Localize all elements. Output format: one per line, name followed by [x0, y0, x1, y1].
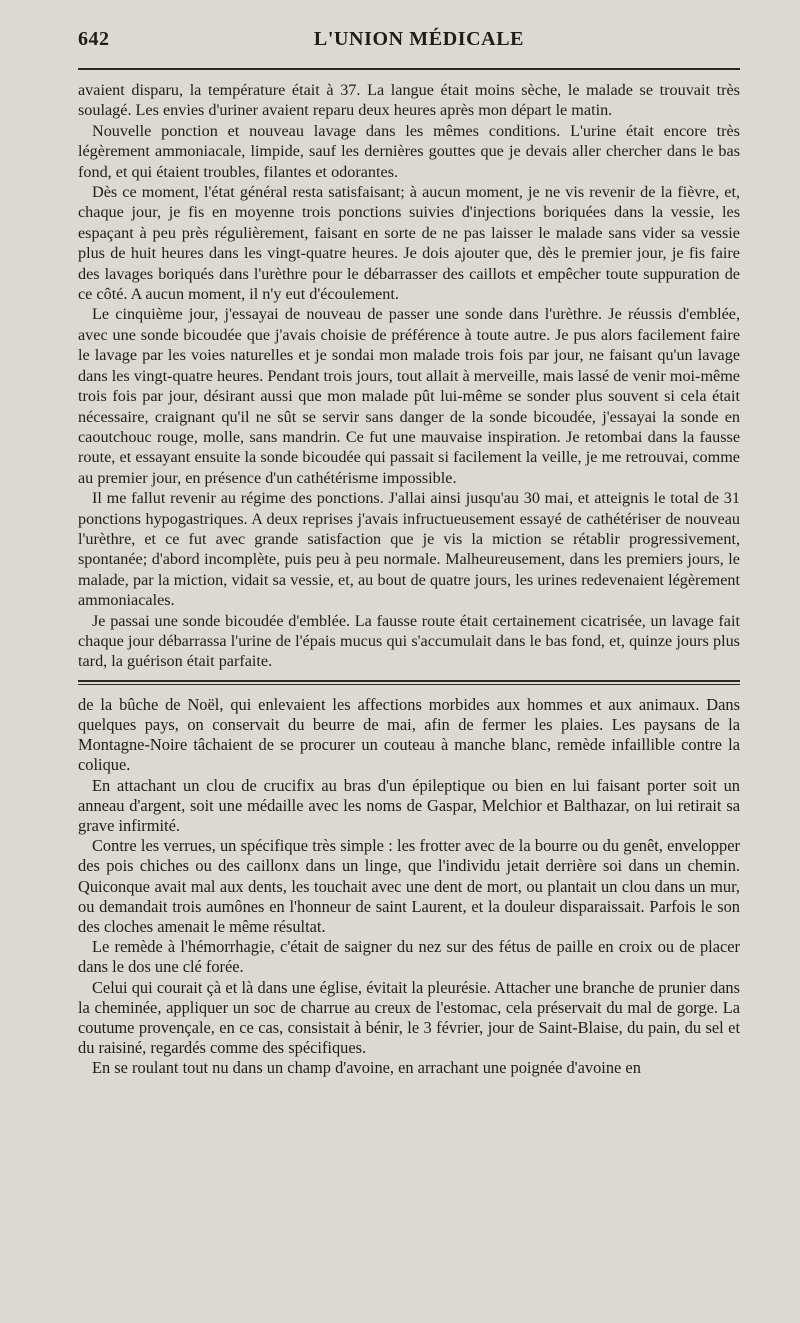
paragraph: Le cinquième jour, j'essayai de nouveau de passer une sonde dans l'urèthre. Je réussis d'emblée, avec une sonde bicoudée que j'avais choisie de préférence à toute autre. Je pus alors facilement faire le lavage par les voies naturelles et je sondai mon malade trois fois par jour, ne faisant qu'un lavage dans les vingt-quatre heures. Pendant trois jours, tout allait à merveille, mais lassé de venir moi-même trois fois par jour, désirant aussi que mon malade pût lui-même se sonder plus souvent si cela était nécessaire, craignant qu'il ne sût se servir sans danger de la sonde bicoudée, j'essayai la sonde en caoutchouc rouge, molle, sans mandrin. Ce fut une mauvaise inspiration. Je retombai dans la fausse route, et essayant ensuite la sonde bicoudée qui passait si facilement la veille, je me retrouvai, comme au premier jour, en présence d'un cathétérisme impossible.	[78, 305, 740, 487]
paragraph: Contre les verrues, un spécifique très simple : les frotter avec de la bourre ou du genêt, envelopper des pois chiches ou des caillonx dans un linge, que l'individu jetait derrière soi dans un chemin. Quiconque avait mal aux dents, les touchait avec une dent de mort, ou plantait un clou dans un mur, ou demandait trois aumônes en l'honneur de saint Laurent, et la douleur disparaissait. Parfois le son des cloches amenait le même résultat.	[78, 836, 740, 937]
divider-rule	[78, 684, 740, 685]
paragraph: Il me fallut revenir au régime des ponctions. J'allai ainsi jusqu'au 30 mai, et atteignis le total de 31 ponctions hypogastriques. A deux reprises j'avais infructueusement essayé de cathétériser de nouveau l'urèthre, et ce fut avec grande satisfaction que je vis la miction se rétablir progressivement, spontanée; d'abord incomplète, puis peu à peu normale. Malheureusement, dans les premiers jours, le malade, par la miction, vidait sa vessie, et, au bout de quatre jours, les urines redevenaient légèrement ammoniacales.	[78, 489, 740, 610]
paragraph: Le remède à l'hémorrhagie, c'était de saigner du nez sur des fétus de paille en croix ou de placer dans le dos une clé forée.	[78, 937, 740, 977]
paragraph: Celui qui courait çà et là dans une église, évitait la pleurésie. Attacher une branche de prunier dans la cheminée, appliquer un soc de charrue au creux de l'estomac, cela préservait du mal de gorge. La coutume provençale, en ce cas, consistait à bénir, le 3 février, jour de Saint-Blaise, du pain, du sel et du raisiné, regardés comme des spécifiques.	[78, 977, 740, 1058]
section-divider	[78, 680, 740, 685]
header-rule	[78, 68, 740, 70]
paragraph: Dès ce moment, l'état général resta satisfaisant; à aucun moment, je ne vis revenir de la fièvre, et, chaque jour, je fis en moyenne trois ponctions suivies d'injections boriquées dans la vessie, les espaçant à peu près régulièrement, faisant en sorte de ne pas laisser le malade sans vider sa vessie plus de huit heures dans les vingt-quatre heures. Je dois ajouter que, dès le premier jour, je fis faire des lavages boriqués dans l'urèthre pour le débarrasser des caillots et empêcher toute suppuration de ce côté. A aucun moment, il n'y eut d'écoulement.	[78, 183, 740, 304]
paragraph: En attachant un clou de crucifix au bras d'un épileptique ou bien en lui faisant porter soit un anneau d'argent, soit une médaille avec les noms de Gaspar, Melchior et Balthazar, on lui retirait sa grave infirmité.	[78, 775, 740, 835]
divider-rule	[78, 680, 740, 682]
journal-title: L'UNION MÉDICALE	[313, 28, 525, 50]
bottom-article-section	[78, 695, 740, 1079]
paragraph: avaient disparu, la température était à 37. La langue était moins sèche, le malade se trouvait très soulagé. Les envies d'uriner avaient reparu deux heures après mon départ le matin.	[78, 81, 740, 120]
page-header	[78, 28, 740, 62]
paragraph: Nouvelle ponction et nouveau lavage dans les mêmes conditions. L'urine était encore très légèrement ammoniacale, limpide, sauf les dernières gouttes que je devais aller chercher dans le bas fond, et qui étaient troubles, filantes et odorantes.	[78, 121, 740, 181]
paragraph: En se roulant tout nu dans un champ d'avoine, en arrachant une poignée d'avoine en	[92, 1058, 641, 1078]
paragraph: Je passai une sonde bicoudée d'emblée. La fausse route était certainement cicatrisée, un lavage fait chaque jour débarrassa l'urine de l'épais mucus qui s'accumulait dans le bas fond, et, quinze jours plus tard, la guérison était parfaite.	[78, 611, 740, 671]
top-article-section	[78, 80, 740, 672]
page-number: 642	[78, 28, 110, 50]
paragraph: de la bûche de Noël, qui enlevaient les affections morbides aux hommes et aux animaux. Dans quelques pays, on conservait du beurre de mai, afin de fermer les plaies. Les paysans de la Montagne-Noire tâchaient de se procurer un couteau à manche blanc, remède infaillible contre la colique.	[78, 694, 740, 775]
